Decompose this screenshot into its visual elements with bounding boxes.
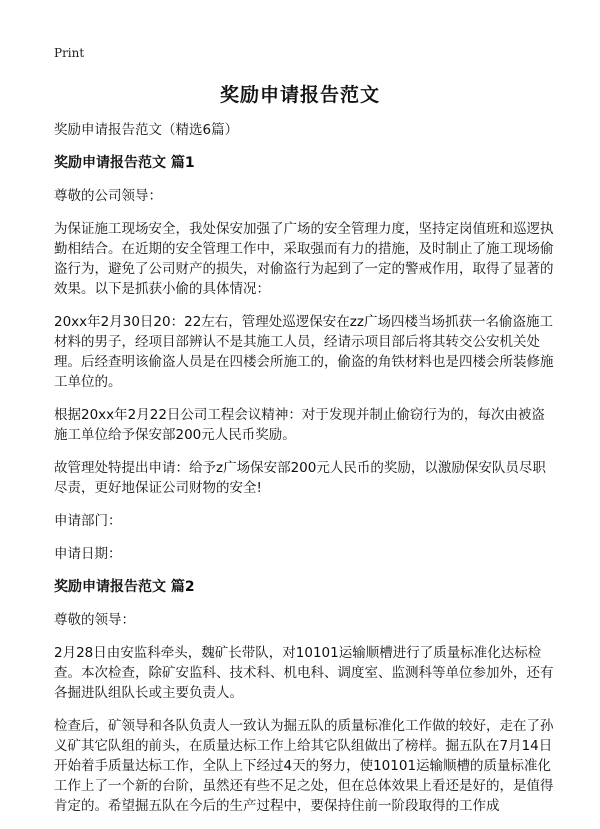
document-body [54, 120, 554, 829]
salutation: 尊敬的领导： [54, 612, 135, 628]
paragraph: 2月28日由安监科牵头，魏矿长带队，对10101运输顺槽进行了质量标准化达标检查。本次检查，除矿安监科、技术科、机电科、调度室、监测科等单位参加外，还有各掘进队组队长或主要负责人。 [54, 645, 554, 701]
print-link[interactable]: Print [54, 46, 85, 60]
document-title: 奖励申请报告范文 [219, 84, 380, 106]
document-subtitle: 奖励申请报告范文（精选6篇） [54, 122, 239, 138]
application-date-field: 申请日期： [54, 546, 122, 562]
paragraph: 故管理处特提出申请：给予z广场保安部200元人民币的奖励，以激励保安队员尽职尽责，更好地保证公司财物的安全! [54, 460, 546, 496]
paragraph: 为保证施工现场安全，我处保安加强了广场的安全管理力度，坚持定岗值班和巡逻执勤相结合。在近期的安全管理工作中，采取强而有力的措施，及时制止了施工现场偷盗行为，避免了公司财产的损失，对偷盗行为起到了一定的警戒作用，取得了显著的效果。以下是抓获小偷的具体情况： [54, 221, 554, 297]
paragraph: 20xx年2月30日20：22左右，管理处巡逻保安在zz广场四楼当场抓获一名偷盗施工材料的男子，经项目部辨认不是其施工人员，经请示项目部后将其转交公安机关处理。后经查明该偷盗人员是在四楼会所施工的，偷盗的角铁材料也是四楼会所装修施工单位的。 [54, 314, 554, 390]
salutation: 尊敬的公司领导： [54, 188, 162, 204]
paragraph: 根据20xx年2月22日公司工程会议精神：对于发现并制止偷窃行为的，每次由被盗施工单位给予保安部200元人民币奖励。 [54, 407, 545, 443]
paragraph: 检查后，矿领导和各队负责人一致认为掘五队的质量标准化工作做的较好，走在了孙义矿其它队组的前头，在质量达标工作上给其它队组做出了榜样。掘五队在7月14日开始着手质量达标工作，全队上下经过4天的努力，使10101运输顺槽的质量标准化工作上了一个新的台阶，虽然还有些不足之处，但在总体效果上看还是好的，是值得肯定的。希望掘五队在今后的生产过程中，要保持住前一阶段取得的工作成 [54, 718, 554, 814]
applicant-department-field: 申请部门： [54, 513, 122, 529]
section-heading: 奖励申请报告范文 篇1 [54, 155, 195, 171]
section-heading: 奖励申请报告范文 篇2 [54, 579, 195, 595]
